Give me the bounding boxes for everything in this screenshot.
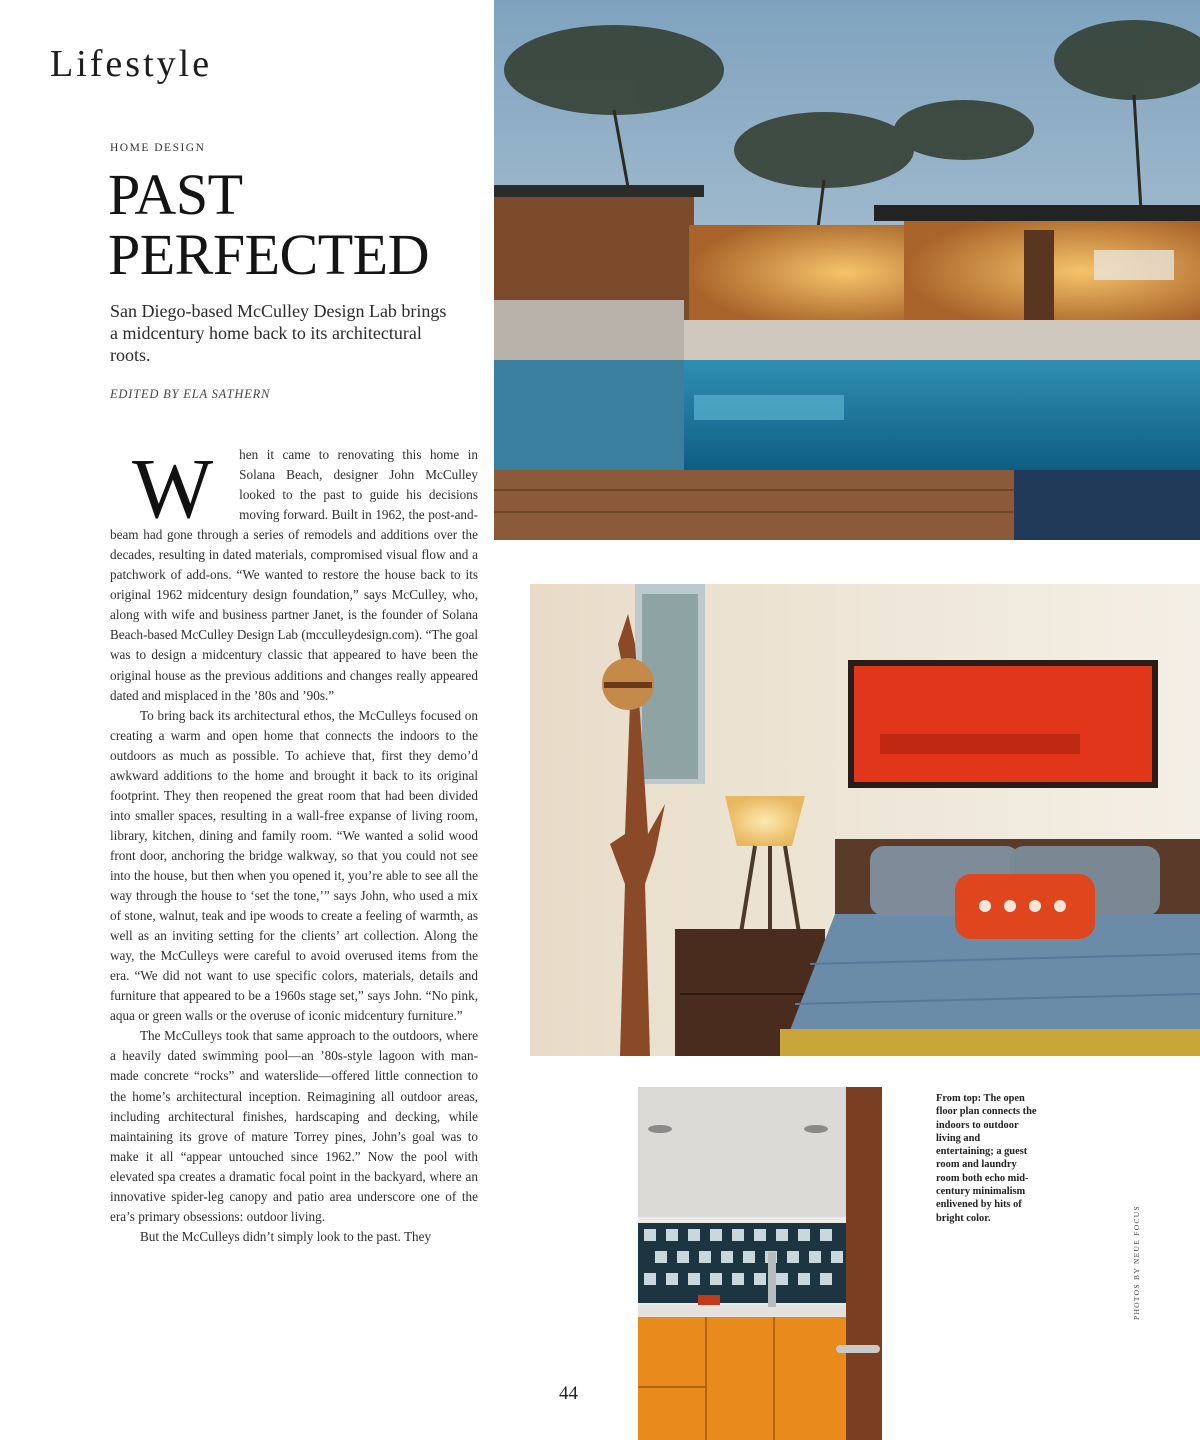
body-paragraph: The McCulleys took that same approach to the outdoors, where a heavily dated swimming pool—an ’80s-style lagoon with man-made concrete “rocks” and waterslide—offered little connection to the home’s architectural inception. Reimagining all outdoor areas, including architectural finishes, hardscaping and decking, while maintaining its grove of mature Torrey pines, John’s goal was to make it all “appear untouched since 1962.” Now the pool with elevated spa creates a dramatic focal point in the backyard, where an innovative spider-leg canopy and patio area underscore one of the era’s primary obsessions: outdoor living. [110, 1028, 478, 1224]
article-deck: San Diego-based McCulley Design Lab brings a midcentury home back to its architectural roots. [110, 301, 447, 365]
section-label: Lifestyle [50, 43, 213, 85]
photo-guest-bedroom [530, 584, 1200, 1056]
paragraph-text: hen it came to renovating this home in Solana Beach, designer John McCulley looked to the past to guide his decisions moving forward. Built in 1962, the post-and-beam had gone through a series of remodels and additions over the decades, resulting in dated materials, compromised visual flow and a patchwork of add-ons. “We wanted to restore the house back to its original 1962 midcentury design foundation,” says McCulley, who, along with wife and business partner Janet, is the founder of Solana Beach-based McCulley Design Lab (mcculleydesign.com). “The goal was to design a midcentury classic that appeared to have been the original house as the previous additions and changes really appeared dated and misplaced in the ’80s and ’90s.” [110, 447, 478, 703]
article-headline [108, 162, 468, 287]
headline-line-2: PERFECTED [108, 222, 429, 287]
article-byline: EDITED BY ELA SATHERN [110, 387, 271, 401]
article-body [110, 440, 478, 1247]
article-kicker: HOME DESIGN [110, 142, 206, 154]
page-number: 44 [559, 1383, 578, 1404]
photo-caption: From top: The open floor plan connects the indoors to outdoor living and entertaining; a guest room and laundry room both echo mid-century minimalism enlivened by hits of bright color. [936, 1093, 1037, 1224]
headline-line-1: PAST [108, 162, 243, 227]
body-paragraph: To bring back its architectural ethos, the McCulleys focused on creating a warm and open home that connects the indoors to the outdoors as much as possible. To achieve that, first they demo’d awkward additions to the home and brought it back to its original footprint. They then reopened the great room that had been divided into smaller spaces, resulting in a wall-free expanse of living room, library, kitchen, dining and family room. “We wanted a solid wood front door, anchoring the bridge walkway, so that you could not see into the house, but then when you opened it, you’re able to see all the way through the house to ‘set the tone,’” says John, who used a mix of stone, walnut, teak and ipe woods to create a feeling of warmth, as well as an inviting setting for the clients’ art collection. Along the way, the McCulleys were careful to avoid overused items from the era. “We did not want to use specific colors, materials, details and furniture that appeared to be a 1960s stage set,” says John. “No pink, aqua or green walls or the overuse of iconic midcentury furniture.” [110, 707, 478, 1024]
body-paragraph: But the McCulleys didn’t simply look to the past. They [140, 1228, 432, 1244]
photo-pool-exterior [494, 0, 1200, 540]
drop-cap: W [132, 440, 214, 536]
body-paragraph [110, 440, 478, 706]
photo-credit: PHOTOS BY NEUE FOCUS [1132, 1205, 1141, 1320]
photo-laundry-room [638, 1087, 882, 1440]
